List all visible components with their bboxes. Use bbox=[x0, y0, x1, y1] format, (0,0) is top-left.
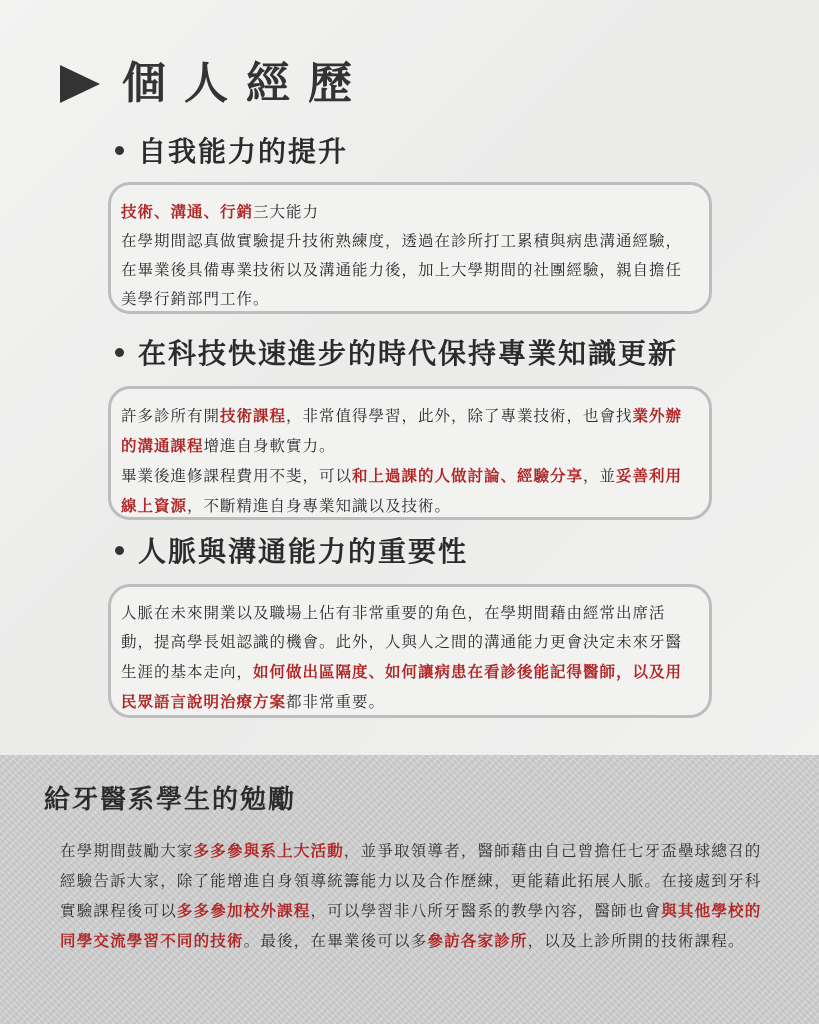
arrow-icon bbox=[60, 65, 100, 103]
highlight-text: 業外辦的溝通課程 bbox=[121, 406, 683, 455]
body-text: 人脈在未來開業以及職場上佔有非常重要的角色，在學期間藉由經常出席活動，提高學長姐認識的機會。此外，人與人之間的溝通能力更會決定未來牙醫生涯的基本走向， bbox=[121, 604, 683, 681]
highlight-text: 多多參與系上大活動 bbox=[193, 841, 344, 860]
body-text: 畢業後進修課程費用不斐，可以 bbox=[121, 467, 353, 485]
body-text: 。最後，在畢業後可以多 bbox=[243, 932, 428, 950]
highlight-text: 與其他學校的同學交流學習不同的技術 bbox=[60, 901, 762, 950]
body-text: 增進自身軟實力。 bbox=[203, 437, 336, 455]
highlight-text: 技術課程 bbox=[220, 406, 287, 425]
body-text: ，並爭取領導者，醫師藉由自己曾擔任七牙盃壘球總召的經驗告訴大家，除了能增進自身領導統籌能力以及合作歷練，更能藉此拓展人脈。在接處到牙科實驗課程後可以 bbox=[60, 842, 762, 920]
bullet-icon bbox=[115, 348, 124, 357]
highlight-text: 和上過課的人做討論、經驗分享 bbox=[352, 466, 584, 485]
body-text: 都非常重要。 bbox=[286, 693, 386, 711]
highlight-text: 多多參加校外課程 bbox=[176, 901, 311, 920]
bullet-icon bbox=[115, 146, 124, 155]
highlight-text: 參訪各家診所 bbox=[427, 931, 528, 950]
section-box-networking bbox=[108, 584, 712, 718]
highlight-text: 如何做出區隔度、如何讓病患在看診後能記得醫師，以及用民眾語言說明治療方案 bbox=[121, 662, 683, 711]
section-heading-text: 人脈與溝通能力的重要性 bbox=[138, 535, 469, 568]
section-box-self-improvement bbox=[108, 182, 712, 314]
advice-paragraph bbox=[60, 836, 772, 956]
section-heading-knowledge-update bbox=[115, 334, 678, 374]
section-heading-networking bbox=[115, 532, 468, 572]
paragraph bbox=[121, 599, 691, 717]
body-text: 在學期間鼓勵大家 bbox=[60, 842, 194, 860]
highlight-text: 妥善利用線上資源 bbox=[121, 466, 683, 515]
section-heading-text: 在科技快速進步的時代保持專業知識更新 bbox=[138, 337, 679, 370]
paragraph bbox=[121, 227, 691, 314]
body-text: 三大能力 bbox=[253, 203, 320, 221]
body-text: ，非常值得學習，此外，除了專業技術，也會找 bbox=[286, 407, 633, 425]
body-text: 許多診所有開 bbox=[121, 407, 221, 425]
body-text: ，不斷精進自身專業知識以及技術。 bbox=[187, 497, 452, 515]
section-box-knowledge-update bbox=[108, 386, 712, 520]
bullet-icon bbox=[115, 546, 124, 555]
page-title: 個人經歷 bbox=[122, 58, 370, 109]
body-text: ，可以學習非八所牙醫系的教學內容，醫師也會 bbox=[310, 902, 662, 920]
body-text: ，以及上診所開的技術課程。 bbox=[527, 932, 745, 950]
paragraph bbox=[121, 461, 691, 521]
section-heading-text: 自我能力的提升 bbox=[138, 135, 349, 168]
body-text: 在學期間認真做實驗提升技術熟練度，透過在診所打工累積與病患溝通經驗，在畢業後具備專業技術以及溝通能力後，加上大學期間的社團經驗，親自擔任美學行銷部門工作。 bbox=[121, 232, 683, 308]
paragraph bbox=[121, 197, 691, 227]
advice-title: 給牙醫系學生的勉勵 bbox=[44, 785, 297, 815]
paragraph bbox=[121, 401, 691, 461]
body-text: ，並 bbox=[583, 467, 617, 485]
highlight-text: 技術、溝通、行銷 bbox=[121, 202, 254, 221]
section-heading-self-improvement bbox=[115, 132, 348, 172]
